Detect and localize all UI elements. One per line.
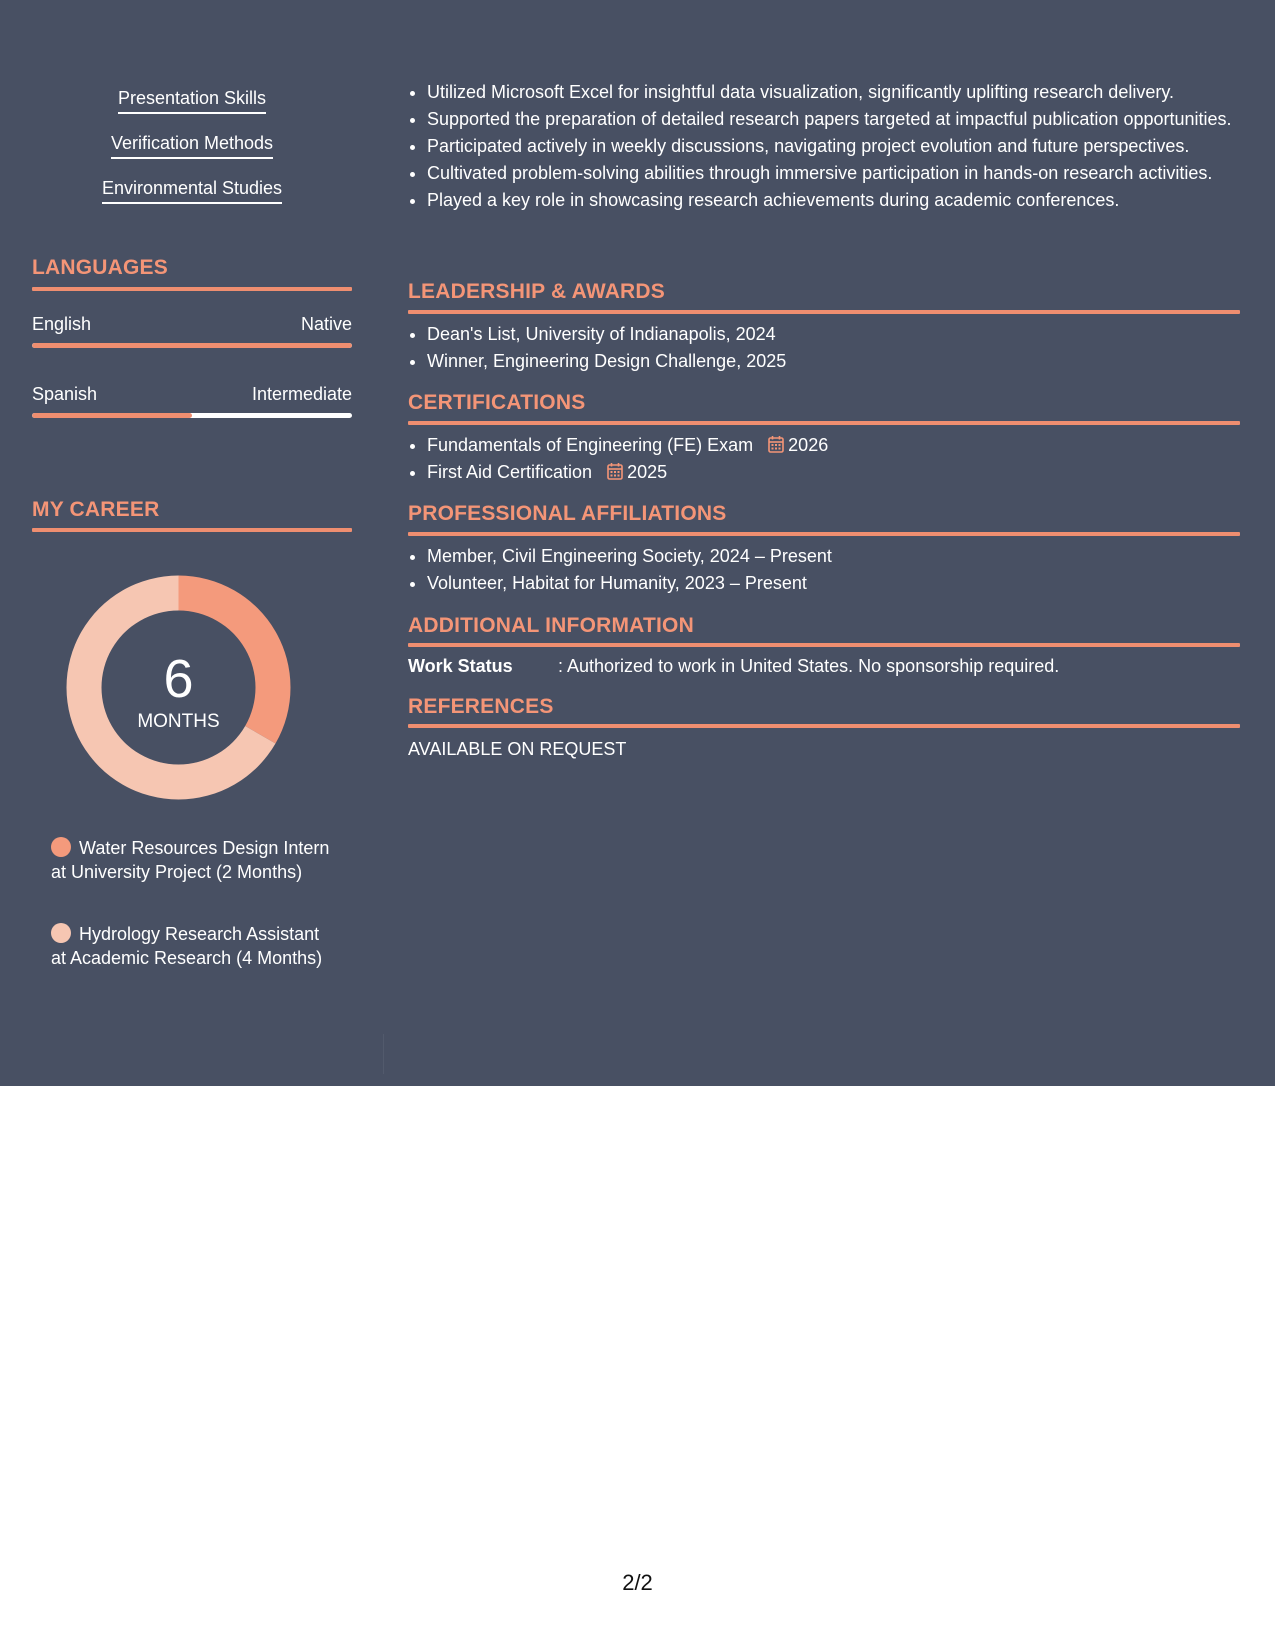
list-item: • Winner, Engineering Design Challenge, 2025: [427, 349, 1247, 373]
list-item: [427, 433, 1247, 457]
language-bar-english: [32, 343, 352, 348]
list-item: • Volunteer, Habitat for Humanity, 2023 – Present: [427, 571, 1247, 595]
affiliations-heading: PROFESSIONAL AFFILIATIONS: [408, 502, 727, 525]
certification-name: Fundamentals of Engineering (FE) Exam: [427, 435, 754, 455]
skill-label: Environmental Studies: [102, 178, 282, 204]
career-heading: MY CAREER: [32, 498, 160, 521]
language-level: Intermediate: [251, 384, 352, 404]
language-level: Native: [300, 314, 352, 334]
career-total-value: 6: [163, 649, 194, 709]
languages-rule: [32, 287, 352, 291]
career-donut-chart: [66, 575, 291, 800]
work-status-label: Work Status: [408, 656, 513, 676]
legend-label: Hydrology Research Assistant at Academic Research (4 Months): [51, 924, 323, 968]
list-item: • Supported the preparation of detailed research papers targeted at impactful publication opportunities.: [427, 107, 1247, 131]
language-name: English: [32, 314, 92, 334]
leadership-heading: LEADERSHIP & AWARDS: [408, 280, 665, 303]
languages-heading: LANGUAGES: [32, 256, 168, 279]
column-divider: [383, 1034, 384, 1074]
calendar-icon: [768, 435, 784, 453]
page-number: 2/2: [622, 1570, 653, 1595]
additional-info-rule: [408, 643, 1240, 647]
certification-year: 2026: [788, 435, 829, 455]
calendar-icon: [607, 462, 623, 480]
certifications-heading: CERTIFICATIONS: [408, 391, 586, 414]
language-bar-fill: [32, 343, 352, 348]
affiliations-list: [408, 544, 1247, 598]
certifications-list: [408, 433, 1247, 487]
leadership-list: [408, 322, 1247, 376]
list-item: • Cultivated problem-solving abilities through immersive participation in hands-on research activities.: [427, 161, 1247, 185]
list-item: • Played a key role in showcasing research achievements during academic conferences.: [427, 188, 1247, 212]
skill-item: [32, 133, 352, 159]
leadership-rule: [408, 310, 1240, 314]
experience-bullet-list: [408, 80, 1247, 215]
certification-year: 2025: [627, 462, 668, 482]
language-row-english: [32, 314, 352, 335]
legend-item: [51, 836, 331, 884]
language-name: Spanish: [32, 384, 98, 404]
legend-label: Water Resources Design Intern at University Project (2 Months): [51, 838, 330, 882]
career-rule: [32, 528, 352, 532]
language-row-spanish: [32, 384, 352, 405]
career-total-unit: MONTHS: [137, 711, 220, 732]
list-item: • Utilized Microsoft Excel for insightful data visualization, significantly uplifting research delivery.: [427, 80, 1247, 104]
list-item: • Participated actively in weekly discussions, navigating project evolution and future perspectives.: [427, 134, 1247, 158]
work-status-value: : Authorized to work in United States. No sponsorship required.: [558, 656, 1060, 676]
language-bar-spanish: [32, 413, 352, 418]
references-text: AVAILABLE ON REQUEST: [408, 739, 627, 759]
language-bar-fill: [32, 413, 192, 418]
skill-item: [32, 88, 352, 114]
list-item: • Dean's List, University of Indianapolis, 2024: [427, 322, 1247, 346]
list-item: [427, 460, 1247, 484]
skill-label: Verification Methods: [111, 133, 273, 159]
affiliations-rule: [408, 532, 1240, 536]
certification-name: First Aid Certification: [427, 462, 593, 482]
list-item: • Member, Civil Engineering Society, 2024 – Present: [427, 544, 1247, 568]
references-heading: REFERENCES: [408, 695, 554, 718]
additional-info-heading: ADDITIONAL INFORMATION: [408, 614, 694, 637]
work-status-row: [408, 656, 1059, 677]
skill-item: [32, 178, 352, 204]
legend-swatch: [51, 923, 71, 943]
skill-label: Presentation Skills: [118, 88, 266, 114]
certifications-rule: [408, 421, 1240, 425]
legend-item: [51, 922, 331, 970]
references-rule: [408, 724, 1240, 728]
legend-swatch: [51, 837, 71, 857]
